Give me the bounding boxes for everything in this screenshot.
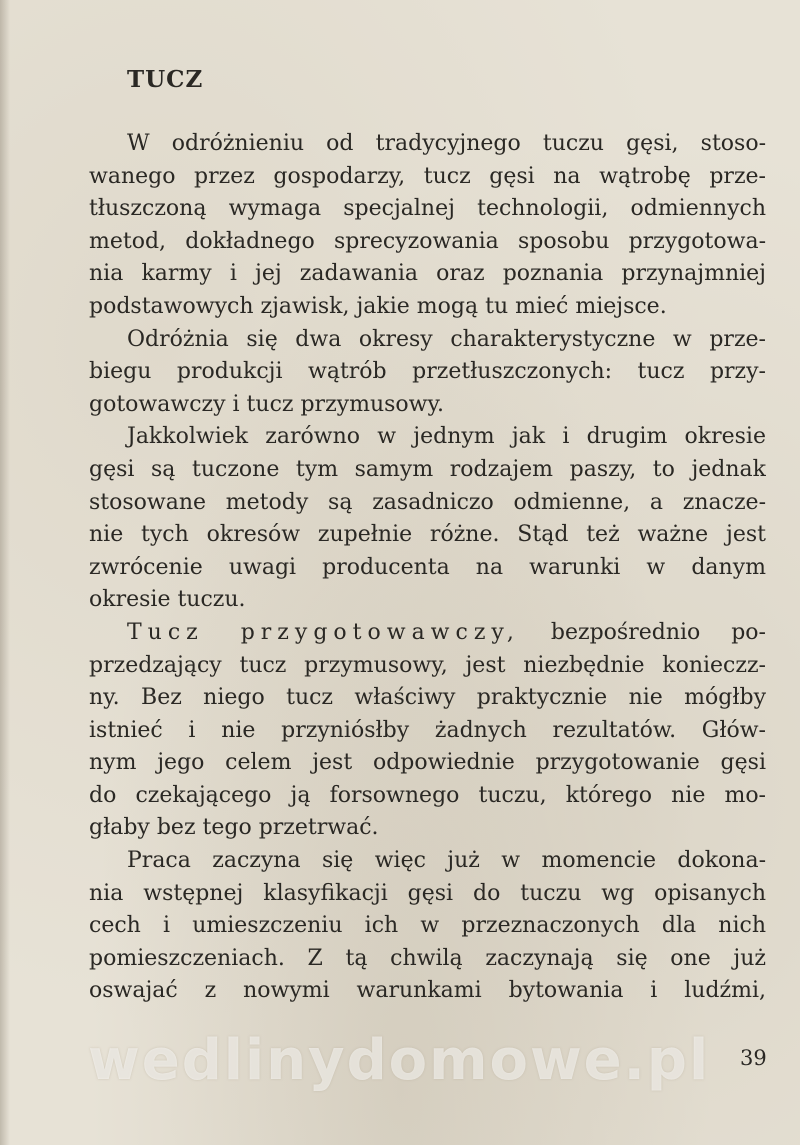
text-line: głaby bez tego przetrwać. — [89, 815, 379, 841]
text-line: wanego przez gospodarzy, tucz gęsi na wątrobę prze- — [89, 163, 766, 189]
paragraph — [89, 128, 766, 324]
text-run: bezpośrednio po- — [519, 619, 766, 645]
text-line: gotowawczy i tucz przymusowy. — [89, 391, 444, 417]
text-line: istnieć i nie przyniósłby żadnych rezultatów. Głów- — [89, 717, 766, 743]
paragraph — [89, 421, 766, 617]
text-line: zwrócenie uwagi producenta na warunki w danym — [89, 554, 766, 580]
spaced-term: Tucz przygotowawczy, — [127, 619, 520, 645]
text-line: nia karmy i jej zadawania oraz poznania przynajmniej — [89, 261, 766, 287]
page-number: 39 — [740, 1046, 767, 1070]
text-line: nie tych okresów zupełnie różne. Stąd też ważne jest — [89, 522, 766, 548]
text-line: przedzający tucz przymusowy, jest niezbędnie konieczz- — [89, 652, 766, 678]
page-binding-shadow — [0, 0, 10, 1145]
text-line — [89, 617, 766, 650]
text-line: pomieszczeniach. Z tą chwilą zaczynają się one już — [89, 945, 766, 971]
text-line: gęsi są tuczone tym samym rodzajem paszy, to jednak — [89, 456, 766, 482]
text-line: Praca zaczyna się więc już w momencie dokona- — [127, 848, 766, 874]
text-line: Jakkolwiek zarówno w jednym jak i drugim okresie — [127, 424, 766, 450]
paragraph — [89, 617, 766, 845]
text-line: W odróżnieniu od tradycyjnego tuczu gęsi, stoso- — [127, 131, 766, 156]
text-line: metod, dokładnego sprecyzowania sposobu przygotowa- — [89, 228, 766, 254]
text-line: do czekającego ją forsownego tuczu, którego nie mo- — [89, 782, 766, 808]
text-line: oswajać z nowymi warunkami bytowania i ludźmi, — [89, 978, 766, 1004]
text-line: ny. Bez niego tucz właściwy praktycznie nie mógłby — [89, 685, 766, 711]
text-line: cech i umieszczeniu ich w przeznaczonych dla nich — [89, 913, 766, 939]
chapter-heading: TUCZ — [127, 66, 204, 93]
text-line: tłuszczoną wymaga specjalnej technologii, odmiennych — [89, 196, 766, 222]
text-line: biegu produkcji wątrób przetłuszczonych: tucz przy- — [89, 359, 766, 385]
text-line: podstawowych zjawisk, jakie mogą tu mieć miejsce. — [89, 293, 667, 319]
paragraph — [89, 845, 766, 1008]
text-line: nia wstępnej klasyfikacji gęsi do tuczu wg opisanych — [89, 880, 766, 906]
watermark: wedlinydomowe.pl — [88, 1028, 711, 1093]
text-line: okresie tuczu. — [89, 587, 246, 613]
body-text — [89, 128, 766, 1008]
text-line: Odróżnia się dwa okresy charakterystyczne w prze- — [127, 326, 766, 352]
paragraph — [89, 324, 766, 422]
text-line: stosowane metody są zasadniczo odmienne, a znacze- — [89, 489, 766, 515]
text-line: nym jego celem jest odpowiednie przygotowanie gęsi — [89, 750, 766, 776]
